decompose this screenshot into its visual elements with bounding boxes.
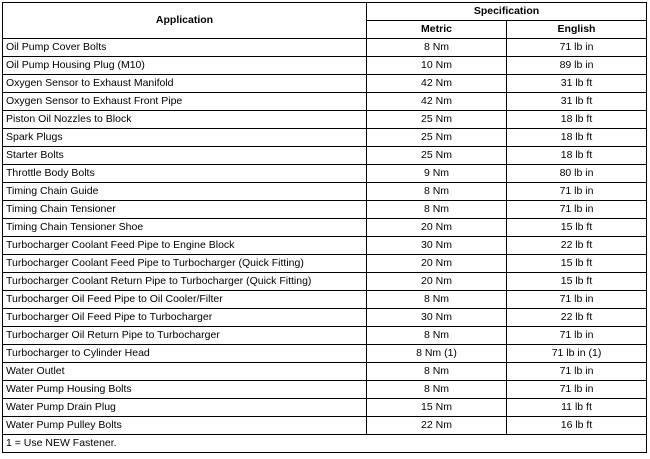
cell-application: Turbocharger to Cylinder Head [3,345,367,363]
spec-table-container [2,2,647,453]
cell-application: Turbocharger Coolant Feed Pipe to Turbocharger (Quick Fitting) [3,255,367,273]
cell-english: 22 lb ft [507,237,647,255]
cell-application: Oil Pump Cover Bolts [3,39,367,57]
cell-metric: 22 Nm [367,417,507,435]
table-row [3,57,647,75]
cell-english: 80 lb in [507,165,647,183]
header-metric: Metric [367,21,507,39]
cell-application: Oxygen Sensor to Exhaust Manifold [3,75,367,93]
cell-metric: 42 Nm [367,75,507,93]
cell-metric: 8 Nm [367,363,507,381]
cell-application: Turbocharger Oil Feed Pipe to Turbocharger [3,309,367,327]
table-row [3,39,647,57]
cell-metric: 20 Nm [367,273,507,291]
cell-english: 71 lb in [507,327,647,345]
cell-english: 18 lb ft [507,129,647,147]
table-row [3,147,647,165]
cell-metric: 20 Nm [367,255,507,273]
cell-english: 18 lb ft [507,111,647,129]
table-row [3,381,647,399]
cell-metric: 9 Nm [367,165,507,183]
table-body [3,39,647,435]
table-row [3,273,647,291]
cell-application: Water Pump Drain Plug [3,399,367,417]
cell-english: 71 lb in [507,39,647,57]
table-row [3,111,647,129]
table-row [3,75,647,93]
table-row [3,291,647,309]
cell-english: 18 lb ft [507,147,647,165]
cell-application: Turbocharger Oil Feed Pipe to Oil Cooler/Filter [3,291,367,309]
header-english: English [507,21,647,39]
table-row [3,129,647,147]
cell-application: Water Pump Housing Bolts [3,381,367,399]
cell-metric: 10 Nm [367,57,507,75]
cell-application: Water Pump Pulley Bolts [3,417,367,435]
cell-application: Timing Chain Guide [3,183,367,201]
cell-metric: 8 Nm [367,201,507,219]
cell-application: Timing Chain Tensioner [3,201,367,219]
header-specification: Specification [367,3,647,21]
cell-application: Turbocharger Oil Return Pipe to Turbocharger [3,327,367,345]
cell-application: Oil Pump Housing Plug (M10) [3,57,367,75]
cell-english: 31 lb ft [507,93,647,111]
cell-english: 71 lb in [507,291,647,309]
cell-metric: 25 Nm [367,129,507,147]
cell-metric: 8 Nm [367,327,507,345]
cell-english: 89 lb in [507,57,647,75]
table-row [3,345,647,363]
table-row [3,219,647,237]
table-row [3,327,647,345]
cell-metric: 42 Nm [367,93,507,111]
cell-english: 71 lb in [507,381,647,399]
cell-metric: 30 Nm [367,237,507,255]
cell-application: Piston Oil Nozzles to Block [3,111,367,129]
cell-english: 22 lb ft [507,309,647,327]
cell-english: 71 lb in [507,201,647,219]
cell-metric: 20 Nm [367,219,507,237]
cell-application: Throttle Body Bolts [3,165,367,183]
torque-spec-table [2,2,647,453]
table-row [3,399,647,417]
cell-english: 16 lb ft [507,417,647,435]
cell-application: Turbocharger Coolant Feed Pipe to Engine Block [3,237,367,255]
table-row [3,255,647,273]
cell-metric: 30 Nm [367,309,507,327]
cell-metric: 8 Nm (1) [367,345,507,363]
cell-english: 15 lb ft [507,273,647,291]
cell-english: 15 lb ft [507,255,647,273]
header-row-1 [3,3,647,21]
table-row [3,165,647,183]
cell-application: Spark Plugs [3,129,367,147]
cell-metric: 8 Nm [367,39,507,57]
table-row [3,417,647,435]
footnote: 1 = Use NEW Fastener. [3,435,647,453]
table-row [3,201,647,219]
table-row [3,237,647,255]
cell-english: 15 lb ft [507,219,647,237]
cell-application: Turbocharger Coolant Return Pipe to Turbocharger (Quick Fitting) [3,273,367,291]
cell-application: Starter Bolts [3,147,367,165]
table-row [3,309,647,327]
table-row [3,183,647,201]
cell-metric: 8 Nm [367,381,507,399]
cell-metric: 15 Nm [367,399,507,417]
cell-english: 31 lb ft [507,75,647,93]
header-application: Application [3,3,367,39]
cell-english: 71 lb in [507,183,647,201]
cell-english: 71 lb in (1) [507,345,647,363]
cell-metric: 25 Nm [367,147,507,165]
cell-metric: 25 Nm [367,111,507,129]
table-row [3,93,647,111]
cell-metric: 8 Nm [367,291,507,309]
cell-english: 71 lb in [507,363,647,381]
footnote-row [3,435,647,453]
cell-application: Oxygen Sensor to Exhaust Front Pipe [3,93,367,111]
cell-metric: 8 Nm [367,183,507,201]
table-row [3,363,647,381]
cell-english: 11 lb ft [507,399,647,417]
cell-application: Water Outlet [3,363,367,381]
cell-application: Timing Chain Tensioner Shoe [3,219,367,237]
